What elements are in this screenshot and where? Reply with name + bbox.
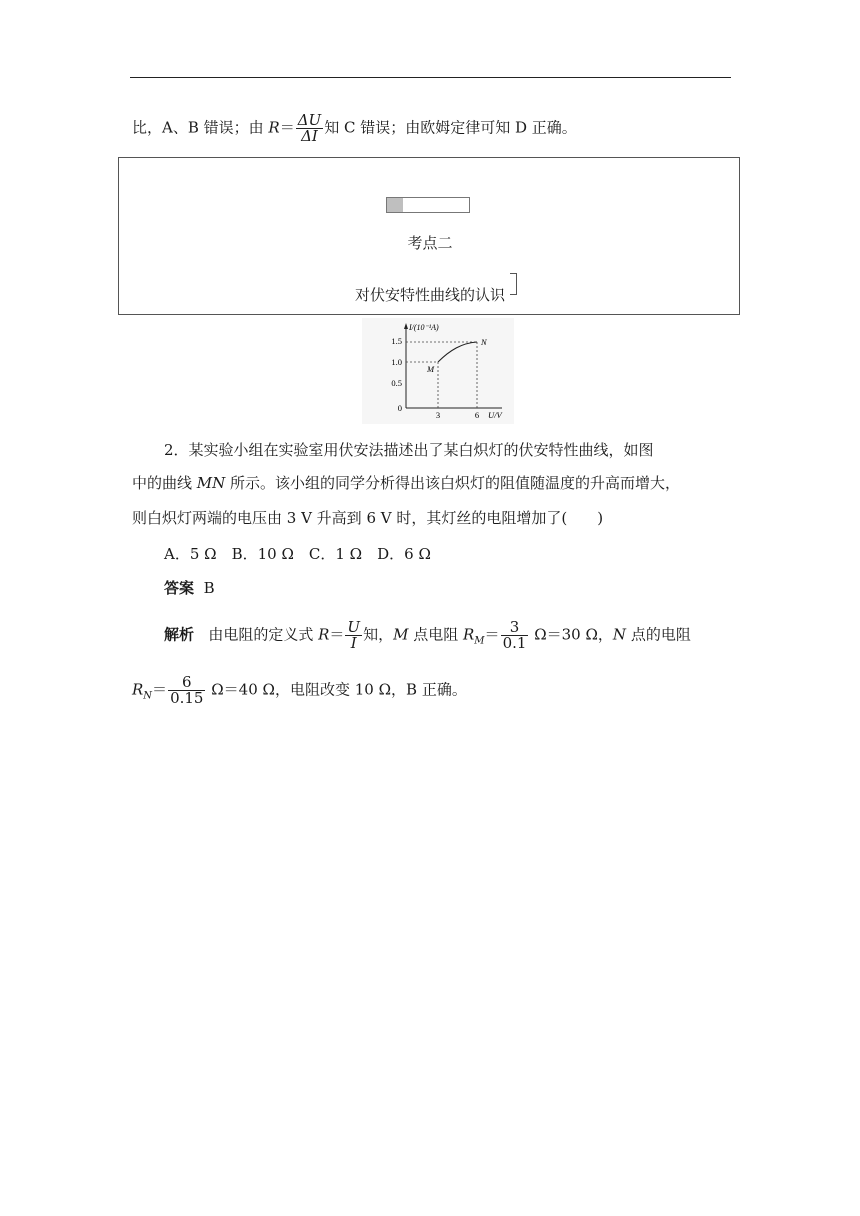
iu-curve-graph: [362, 318, 514, 424]
tick-0-5: 0.5: [391, 378, 402, 388]
section-label: 考点二: [407, 234, 453, 252]
tick-3: 3: [435, 410, 441, 420]
text-segment: 知，: [363, 625, 394, 644]
analysis-line-2: [132, 675, 467, 707]
answer-label: 答案: [164, 579, 195, 597]
analysis-line-1: [164, 620, 691, 652]
header-rule: [130, 77, 731, 78]
equals: ＝: [329, 625, 345, 644]
fraction-denominator: I: [350, 634, 357, 652]
tick-1-0: 1.0: [391, 357, 402, 367]
question-line-3: 则白炽灯两端的电压由 3 V 升高到 6 V 时，其灯丝的电阻增加了( ): [132, 509, 604, 527]
fraction-du-di: [296, 113, 323, 144]
curve-name: MN: [196, 474, 226, 492]
equals: ＝: [484, 625, 500, 644]
answer-options: A．5 Ω B．10 Ω C．1 Ω D．6 Ω: [164, 545, 431, 563]
tick-6: 6: [474, 410, 480, 420]
point-m-label: M: [427, 364, 435, 374]
equals: ＝: [279, 118, 295, 137]
solution-continuation: [132, 113, 577, 144]
subscript-n: N: [143, 690, 153, 702]
answer-value: B: [203, 579, 215, 597]
var-m: M: [393, 625, 409, 644]
var-r-m: R: [463, 625, 475, 644]
question-line-2: [132, 473, 680, 493]
text-segment: Ω＝30 Ω，: [529, 625, 613, 644]
section-tag-icon: [386, 197, 470, 213]
analysis-label: 解析: [164, 625, 195, 644]
text-segment: 点电阻: [408, 625, 463, 644]
text-segment: Ω＝40 Ω，电阻改变 10 Ω，B 正确。: [206, 680, 467, 699]
text-segment: 比，A、B 错误；由: [132, 118, 269, 137]
var-r: R: [318, 625, 330, 644]
fraction-denominator: ΔI: [301, 127, 318, 145]
fraction-numerator: 6: [168, 675, 205, 691]
y-axis-label: I/(10⁻¹A): [409, 323, 439, 332]
fraction-u-i: [345, 620, 362, 651]
section-title: 对伏安特性曲线的认识: [354, 286, 505, 304]
fraction-3-0-1: [501, 620, 529, 651]
text-segment: 点的电阻: [626, 625, 691, 644]
tick-0: 0: [397, 403, 402, 413]
tick-1-5: 1.5: [391, 336, 402, 346]
var-r-n: R: [132, 680, 144, 699]
equals: ＝: [152, 680, 168, 699]
fraction-6-0-15: [168, 675, 205, 706]
text-segment: 中的曲线: [132, 474, 197, 492]
fraction-denominator: 0.15: [170, 689, 204, 707]
fraction-numerator: U: [347, 618, 361, 636]
bracket-icon: [510, 273, 517, 295]
subscript-m: M: [474, 635, 485, 647]
fraction-numerator: 3: [501, 620, 529, 636]
question-line-1: 2．某实验小组在实验室用伏安法描述出了某白炽灯的伏安特性曲线，如图: [164, 441, 654, 459]
answer-row: [164, 578, 215, 598]
x-axis-label: U/V: [488, 410, 502, 420]
var-n: N: [612, 625, 627, 644]
fraction-denominator: 0.1: [502, 634, 527, 652]
text-segment: 所示。该小组的同学分析得出该白炽灯的阻值随温度的升高而增大，: [225, 474, 681, 492]
point-n-label: N: [481, 337, 487, 347]
text-segment: 知 C 错误；由欧姆定律可知 D 正确。: [324, 118, 577, 137]
fraction-numerator: ΔU: [297, 111, 322, 129]
text-segment: 由电阻的定义式: [208, 625, 319, 644]
var-r: R: [268, 118, 280, 137]
